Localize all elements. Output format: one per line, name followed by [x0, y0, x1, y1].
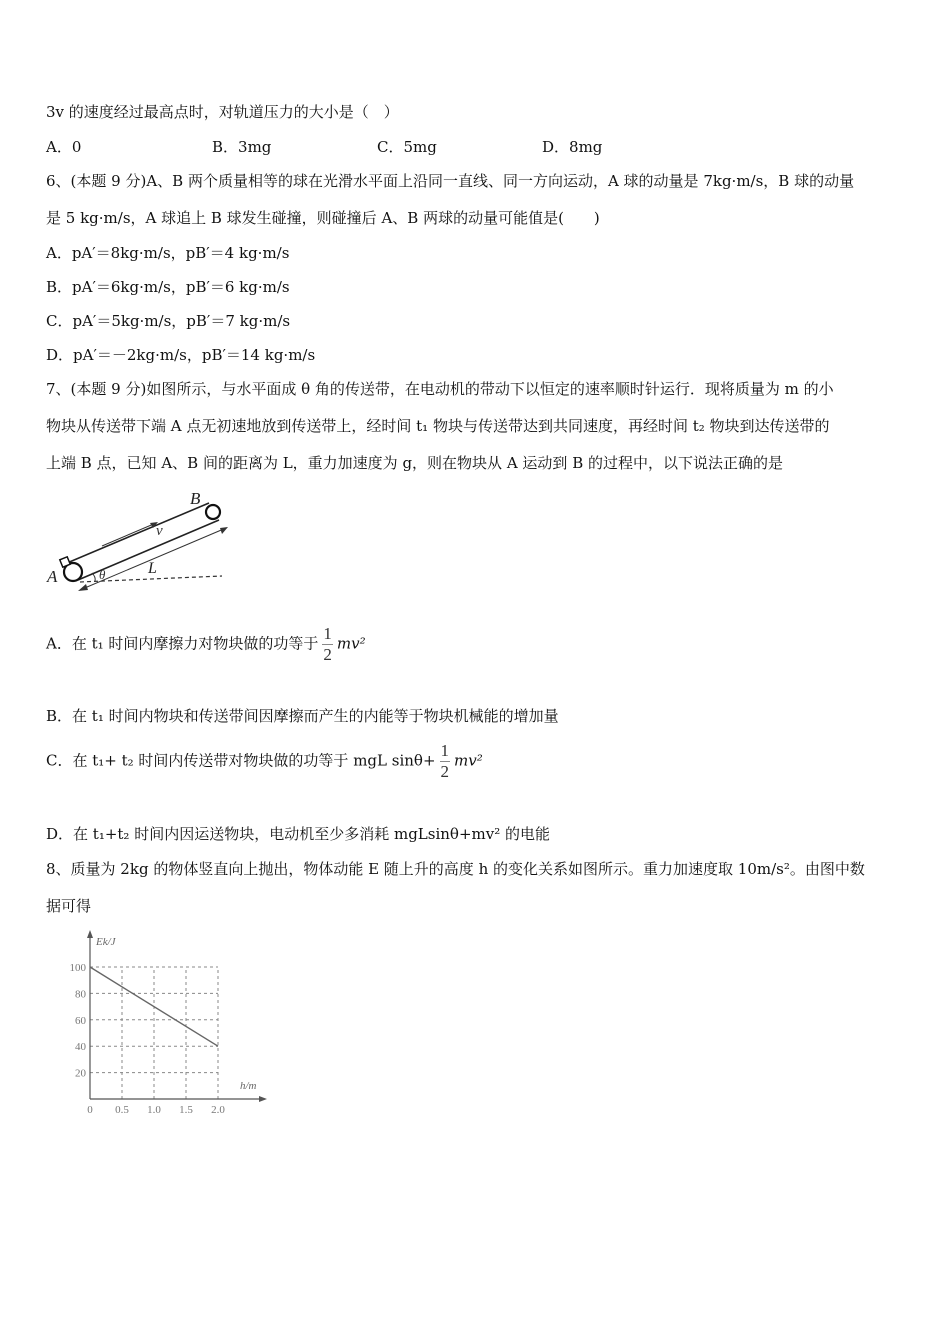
- q7-option-d: D．在 t₁+t₂ 时间内因运送物块，电动机至少多消耗 mgLsinθ+mv² 的电能: [46, 825, 551, 843]
- y-tick-label-80: 80: [75, 988, 86, 1001]
- q8-stem-line2: 据可得: [46, 897, 92, 915]
- q6-option-a: A．pA′＝8kg·m/s，pB′＝4 kg·m/s: [46, 244, 290, 262]
- y-tick-label-60: 60: [75, 1014, 86, 1027]
- q6-option-c: C．pA′＝5kg·m/s，pB′＝7 kg·m/s: [46, 312, 291, 330]
- q7-stem-line3: 上端 B 点，已知 A、B 间的距离为 L，重力加速度为 g，则在物块从 A 运动到 B 的过程中，以下说法正确的是: [46, 454, 783, 472]
- q5-tail: 3v 的速度经过最高点时，对轨道压力的大小是（ ）: [46, 103, 399, 121]
- x-tick-label-0: 0: [87, 1104, 93, 1116]
- q7-option-a: [46, 624, 366, 665]
- x-tick-label-1.5: 1.5: [179, 1104, 193, 1116]
- velocity-arrow: [102, 523, 156, 546]
- pulley-b: [206, 505, 220, 519]
- q7-option-a-term: mv²: [336, 634, 366, 653]
- q5-option-b: B．3mg: [212, 138, 272, 156]
- x-tick-label-0.5: 0.5: [115, 1104, 129, 1116]
- ek-h-chart: [55, 928, 270, 1118]
- length-arrowhead-lower: [78, 584, 88, 591]
- x-axis-arrowhead: [259, 1096, 267, 1102]
- label-a: A: [47, 567, 58, 586]
- label-b: B: [190, 489, 201, 508]
- length-arrowhead-upper: [220, 527, 228, 534]
- q6-stem-line1: 6、(本题 9 分)A、B 两个质量相等的球在光滑水平面上沿同一直线、同一方向运动，A 球的动量是 7kg·m/s，B 球的动量: [46, 172, 855, 190]
- q7-stem-line2: 物块从传送带下端 A 点无初速地放到传送带上，经时间 t₁ 物块与传送带达到共同速度，再经时间 t₂ 物块到达传送带的: [46, 417, 830, 435]
- q6-stem-line2: 是 5 kg·m/s，A 球追上 B 球发生碰撞，则碰撞后 A、B 两球的动量可能值是( ): [46, 209, 600, 227]
- y-axis-arrowhead: [87, 930, 93, 938]
- conveyor-belt-figure: [44, 484, 234, 606]
- q8-stem-line1: 8、质量为 2kg 的物体竖直向上抛出，物体动能 E 随上升的高度 h 的变化关系如图所示。重力加速度取 10m/s²。由图中数: [46, 860, 865, 878]
- fraction-half: $\frac{1}{2}$: [440, 741, 450, 781]
- q5-options: [46, 137, 906, 157]
- q7-option-b: B．在 t₁ 时间内物块和传送带间因摩擦而产生的内能等于物块机械能的增加量: [46, 707, 559, 725]
- q5-option-d: D．8mg: [542, 138, 603, 156]
- q7-option-c-term: mv²: [454, 751, 483, 770]
- x-axis-label: h/m: [240, 1080, 257, 1092]
- q7-option-a-text: A．在 t₁ 时间内摩擦力对物块做的功等于: [46, 634, 319, 653]
- y-tick-label-20: 20: [75, 1067, 86, 1080]
- q5-option-c: C．5mg: [377, 138, 437, 156]
- x-tick-label-2.0: 2.0: [211, 1104, 225, 1116]
- fraction-half: $\frac{1}{2}$: [323, 624, 332, 664]
- y-axis-label: Ek/J: [96, 936, 116, 948]
- label-v: v: [156, 523, 163, 539]
- q5-option-a: A．0: [46, 138, 82, 156]
- q7-stem-line1: 7、(本题 9 分)如图所示，与水平面成 θ 角的传送带，在电动机的带动下以恒定的速率顺时针运行．现将质量为 m 的小: [46, 380, 834, 398]
- label-l: L: [148, 560, 157, 577]
- x-tick-label-1.0: 1.0: [147, 1104, 161, 1116]
- y-tick-label-40: 40: [75, 1041, 86, 1054]
- label-theta: θ: [99, 567, 106, 582]
- block-a: [60, 557, 70, 567]
- q7-option-c-text: C．在 t₁+ t₂ 时间内传送带对物块做的功等于 mgL sinθ+: [46, 751, 436, 770]
- y-tick-label-100: 100: [69, 962, 86, 974]
- q7-option-c: [46, 741, 483, 782]
- theta-arc: [92, 573, 95, 581]
- q6-option-d: D．pA′＝－2kg·m/s，pB′＝14 kg·m/s: [46, 346, 316, 364]
- q6-option-b: B．pA′＝6kg·m/s，pB′＝6 kg·m/s: [46, 278, 290, 296]
